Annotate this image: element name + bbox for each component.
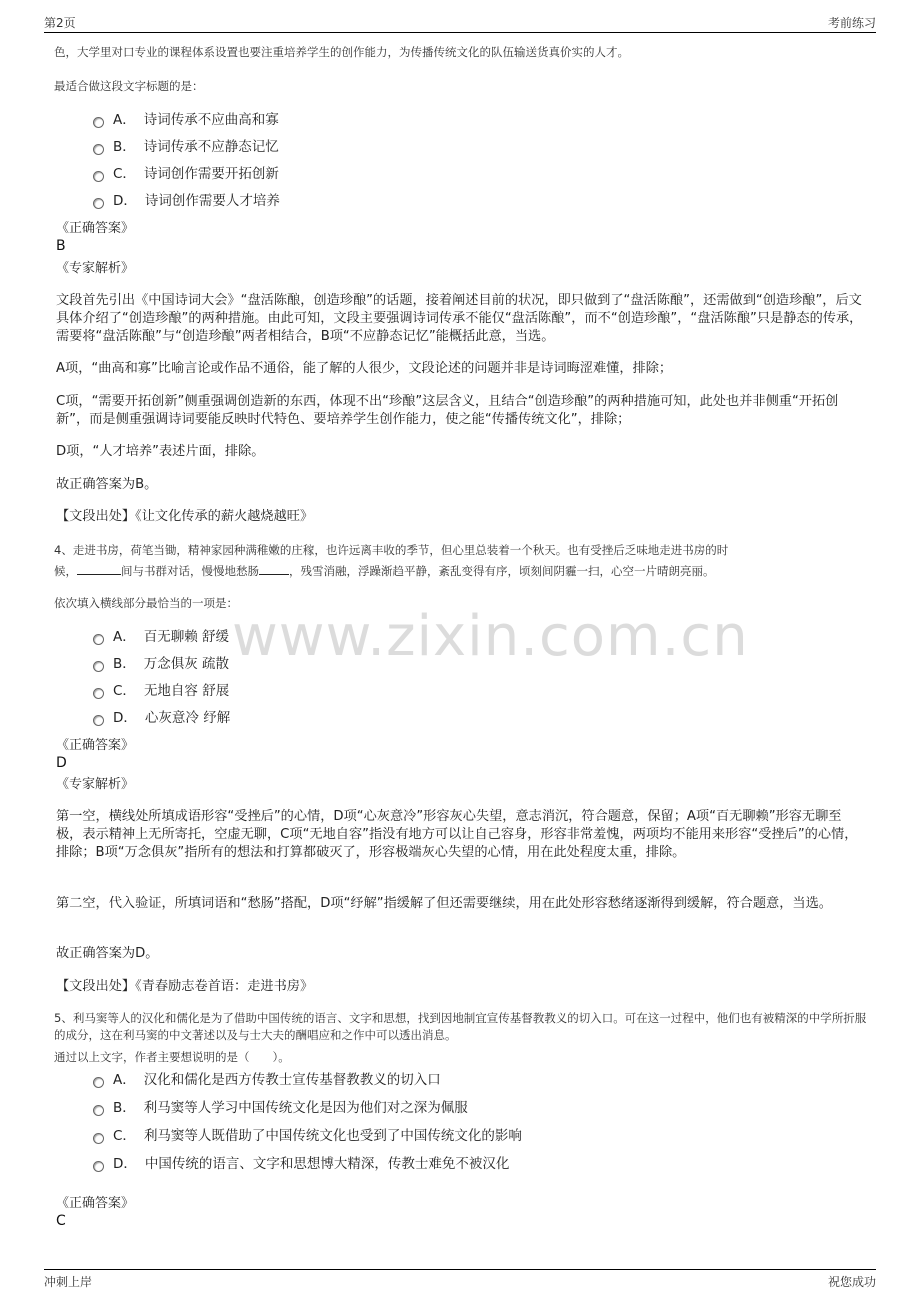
- q3-option-a[interactable]: A． 诗词传承不应曲高和寡: [93, 110, 279, 130]
- radio-icon[interactable]: [93, 715, 104, 726]
- page-number: 第2页: [44, 16, 76, 30]
- q5-option-a[interactable]: A． 汉化和儒化是西方传教士宣传基督教教义的切入口: [93, 1070, 441, 1090]
- radio-icon[interactable]: [93, 144, 104, 155]
- q3-source: 【文段出处】《让文化传承的薪火越烧越旺》: [56, 509, 314, 524]
- q3-option-c[interactable]: C． 诗词创作需要开拓创新: [93, 164, 279, 184]
- q3-analysis-p2: A项，“曲高和寡”比喻言论或作品不通俗，能了解的人很少，文段论述的问题并非是诗词晦涩难懂，排除；: [56, 361, 673, 376]
- q4-answer-label: 《正确答案》: [56, 738, 135, 753]
- q3-answer: B: [56, 238, 66, 254]
- q4-stem-line2: 候， 间与书群对话，慢慢地愁肠 ，残雪消融，浮躁渐趋平静，紊乱变得有序，顷刻间阴霾一扫，心空一片晴朗亮丽。: [54, 564, 715, 578]
- page-footer: [44, 1269, 876, 1290]
- page-header: [44, 14, 876, 33]
- radio-icon[interactable]: [93, 1077, 104, 1088]
- q5-prompt: 通过以上文字，作者主要想说明的是（ ）。: [54, 1050, 290, 1064]
- q5-stem: 5、利马窦等人的汉化和儒化是为了借助中国传统的语言、文字和思想，找到因地制宜宣传基督教教义的切入口。可在这一过程中，他们也有被精深的中学所折服的成分，这在利马窦的中文著述以及与士大夫的酬唱应和之作中可以透出消息。: [54, 1011, 867, 1042]
- q3-prompt: 最适合做这段文字标题的是：: [54, 79, 204, 93]
- q5-answer: C: [56, 1213, 66, 1229]
- blank-2: [259, 562, 289, 575]
- q4-option-b[interactable]: B． 万念俱灰 疏散: [93, 654, 229, 674]
- q3-analysis-label: 《专家解析》: [56, 261, 135, 276]
- radio-icon[interactable]: [93, 661, 104, 672]
- header-title: 考前练习: [827, 16, 876, 30]
- radio-icon[interactable]: [93, 634, 104, 645]
- q3-analysis-p5: 故正确答案为B。: [56, 477, 158, 492]
- q4-option-c[interactable]: C． 无地自容 舒展: [93, 681, 229, 701]
- q5-answer-label: 《正确答案》: [56, 1196, 135, 1211]
- q4-analysis-p1: 第一空，横线处所填成语形容“受挫后”的心情，D项“心灰意冷”形容灰心失望，意志消沉，符合题意，保留；A项“百无聊赖”形容无聊至极，表示精神上无所寄托，空虚无聊，C项“无地自容”指没有地方可以让自己容身，形容非常羞愧，两项均不能用来形容“受挫后”的心情，排除；B项“万念俱灰”指所有的想法和打算都破灭了，形容极端灰心失望的心情，用在此处程度太重，排除。: [56, 809, 858, 860]
- q5-option-d[interactable]: D． 中国传统的语言、文字和思想博大精深，传教士难免不被汉化: [93, 1154, 509, 1174]
- q3-option-b[interactable]: B． 诗词传承不应静态记忆: [93, 137, 279, 157]
- blank-1: [77, 562, 121, 575]
- q3-analysis-p3: C项，“需要开拓创新”侧重强调创造新的东西，体现不出“珍酿”这层含义，且结合“创造珍酿”的两种措施可知，此处也并非侧重“开拓创新”，而是侧重强调诗词要能反映时代特色、要培养学生创作能力，使之能“传播传统文化”，排除；: [56, 394, 839, 427]
- q3-answer-label: 《正确答案》: [56, 221, 135, 236]
- radio-icon[interactable]: [93, 198, 104, 209]
- q3-analysis-p4: D项，“人才培养”表述片面，排除。: [56, 444, 265, 459]
- q4-stem-line1: 4、走进书房，荷笔当锄，精神家园种满稚嫩的庄稼，也许远离丰收的季节，但心里总装着一个秋天。也有受挫后乏味地走进书房的时: [54, 543, 729, 557]
- q4-option-a[interactable]: A． 百无聊赖 舒缓: [93, 627, 229, 647]
- radio-icon[interactable]: [93, 1105, 104, 1116]
- q3-analysis-p1: 文段首先引出《中国诗词大会》“盘活陈酿，创造珍酿”的话题，接着阐述目前的状况，即只做到了“盘活陈酿”，还需做到“创造珍酿”，后文具体介绍了“创造珍酿”的两种措施。由此可知，文段主要强调诗词传承不能仅“盘活陈酿”，而不“创造珍酿”，“盘活陈酿”只是静态的传承，需要将“盘活陈酿”与“创造珍酿”两者相结合，B项“不应静态记忆”能概括此意，当选。: [56, 293, 863, 344]
- q4-prompt: 依次填入横线部分最恰当的一项是：: [54, 596, 238, 610]
- q4-analysis-label: 《专家解析》: [56, 777, 135, 792]
- q4-analysis-p3: 故正确答案为D。: [56, 946, 159, 961]
- watermark: www.zixin.com.cn: [232, 604, 749, 669]
- q5-option-c[interactable]: C． 利马窦等人既借助了中国传统文化也受到了中国传统文化的影响: [93, 1126, 522, 1146]
- q3-passage-tail: 色，大学里对口专业的课程体系设置也要注重培养学生的创作能力，为传播传统文化的队伍输送货真价实的人才。: [54, 45, 629, 59]
- radio-icon[interactable]: [93, 1161, 104, 1172]
- footer-right-text: 祝您成功: [827, 1275, 876, 1289]
- radio-icon[interactable]: [93, 117, 104, 128]
- q4-source: 【文段出处】《青春励志卷首语：走进书房》: [56, 979, 314, 994]
- q3-option-d[interactable]: D． 诗词创作需要人才培养: [93, 191, 280, 211]
- radio-icon[interactable]: [93, 1133, 104, 1144]
- radio-icon[interactable]: [93, 688, 104, 699]
- q5-option-b[interactable]: B． 利马窦等人学习中国传统文化是因为他们对之深为佩服: [93, 1098, 468, 1118]
- radio-icon[interactable]: [93, 171, 104, 182]
- q4-analysis-p2: 第二空，代入验证，所填词语和“愁肠”搭配，D项“纾解”指缓解了但还需要继续，用在此处形容愁绪逐渐得到缓解，符合题意，当选。: [56, 896, 832, 911]
- footer-left-text: 冲刺上岸: [44, 1275, 93, 1289]
- q4-option-d[interactable]: D． 心灰意冷 纾解: [93, 708, 230, 728]
- q4-answer: D: [56, 755, 67, 771]
